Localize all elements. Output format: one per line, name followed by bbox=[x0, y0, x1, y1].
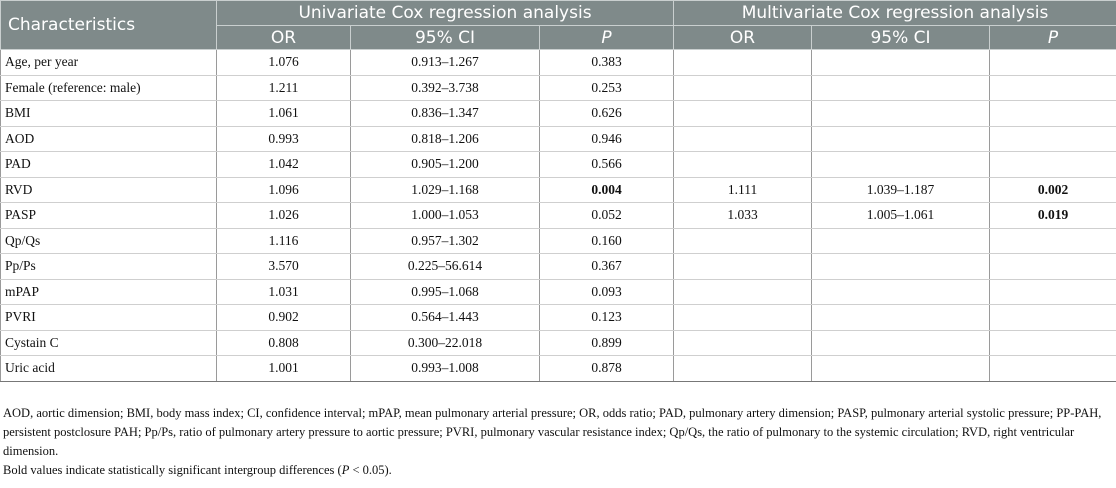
bold-values-note bbox=[3, 461, 1113, 480]
univariate-or-cell: 1.042 bbox=[217, 152, 351, 178]
row-characteristic-cell: Qp/Qs bbox=[1, 228, 217, 254]
table-row bbox=[1, 203, 1116, 229]
table-body bbox=[1, 50, 1116, 382]
multivariate-p-cell bbox=[990, 254, 1116, 280]
multivariate-ci-cell bbox=[812, 101, 990, 127]
multivariate-p-cell bbox=[990, 152, 1116, 178]
header-univariate-or: OR bbox=[217, 26, 351, 50]
univariate-or-cell: 1.211 bbox=[217, 75, 351, 101]
row-characteristic-cell: Female (reference: male) bbox=[1, 75, 217, 101]
header-multivariate-ci: 95% CI bbox=[812, 26, 990, 50]
univariate-or-cell: 1.096 bbox=[217, 177, 351, 203]
univariate-ci-cell: 0.564–1.443 bbox=[351, 305, 540, 331]
table-row bbox=[1, 279, 1116, 305]
multivariate-p-cell bbox=[990, 101, 1116, 127]
multivariate-or-cell bbox=[674, 126, 812, 152]
header-multivariate-p-label: P bbox=[1047, 27, 1059, 48]
univariate-p-cell: 0.878 bbox=[540, 356, 674, 382]
multivariate-ci-cell bbox=[812, 305, 990, 331]
univariate-ci-cell: 0.300–22.018 bbox=[351, 330, 540, 356]
table-row bbox=[1, 101, 1116, 127]
header-univariate: Univariate Cox regression analysis bbox=[217, 1, 674, 26]
bold-note-p: P bbox=[341, 463, 350, 477]
univariate-p-cell: 0.253 bbox=[540, 75, 674, 101]
univariate-p-cell: 0.004 bbox=[540, 177, 674, 203]
univariate-p-cell: 0.123 bbox=[540, 305, 674, 331]
multivariate-ci-cell bbox=[812, 254, 990, 280]
univariate-or-cell: 0.808 bbox=[217, 330, 351, 356]
multivariate-ci-cell bbox=[812, 228, 990, 254]
univariate-p-cell: 0.899 bbox=[540, 330, 674, 356]
multivariate-p-cell bbox=[990, 356, 1116, 382]
univariate-ci-cell: 1.029–1.168 bbox=[351, 177, 540, 203]
table-row bbox=[1, 330, 1116, 356]
univariate-ci-cell: 0.818–1.206 bbox=[351, 126, 540, 152]
table-header bbox=[1, 1, 1116, 50]
multivariate-p-cell bbox=[990, 50, 1116, 76]
multivariate-ci-cell bbox=[812, 126, 990, 152]
table-footnotes bbox=[3, 404, 1113, 480]
multivariate-or-cell bbox=[674, 330, 812, 356]
univariate-p-cell: 0.946 bbox=[540, 126, 674, 152]
multivariate-p-cell: 0.002 bbox=[990, 177, 1116, 203]
univariate-or-cell: 1.031 bbox=[217, 279, 351, 305]
univariate-p-cell: 0.052 bbox=[540, 203, 674, 229]
univariate-or-cell: 0.902 bbox=[217, 305, 351, 331]
multivariate-ci-cell: 1.039–1.187 bbox=[812, 177, 990, 203]
header-characteristics: Characteristics bbox=[1, 1, 217, 50]
univariate-or-cell: 1.026 bbox=[217, 203, 351, 229]
multivariate-or-cell bbox=[674, 254, 812, 280]
univariate-p-cell: 0.383 bbox=[540, 50, 674, 76]
univariate-or-cell: 1.116 bbox=[217, 228, 351, 254]
multivariate-p-cell bbox=[990, 279, 1116, 305]
table-row bbox=[1, 75, 1116, 101]
multivariate-or-cell: 1.033 bbox=[674, 203, 812, 229]
multivariate-p-cell bbox=[990, 75, 1116, 101]
multivariate-p-cell bbox=[990, 126, 1116, 152]
univariate-or-cell: 3.570 bbox=[217, 254, 351, 280]
row-characteristic-cell: BMI bbox=[1, 101, 217, 127]
header-univariate-ci: 95% CI bbox=[351, 26, 540, 50]
multivariate-or-cell bbox=[674, 279, 812, 305]
univariate-p-cell: 0.160 bbox=[540, 228, 674, 254]
header-multivariate-or: OR bbox=[674, 26, 812, 50]
univariate-ci-cell: 0.993–1.008 bbox=[351, 356, 540, 382]
table-row bbox=[1, 228, 1116, 254]
multivariate-p-cell: 0.019 bbox=[990, 203, 1116, 229]
univariate-or-cell: 1.001 bbox=[217, 356, 351, 382]
row-characteristic-cell: PASP bbox=[1, 203, 217, 229]
header-multivariate: Multivariate Cox regression analysis bbox=[674, 1, 1116, 26]
row-characteristic-cell: mPAP bbox=[1, 279, 217, 305]
multivariate-ci-cell: 1.005–1.061 bbox=[812, 203, 990, 229]
table-row bbox=[1, 305, 1116, 331]
row-characteristic-cell: RVD bbox=[1, 177, 217, 203]
univariate-ci-cell: 0.392–3.738 bbox=[351, 75, 540, 101]
multivariate-ci-cell bbox=[812, 279, 990, 305]
univariate-ci-cell: 0.836–1.347 bbox=[351, 101, 540, 127]
univariate-p-cell: 0.367 bbox=[540, 254, 674, 280]
row-characteristic-cell: Age, per year bbox=[1, 50, 217, 76]
multivariate-p-cell bbox=[990, 330, 1116, 356]
table-row bbox=[1, 126, 1116, 152]
bold-note-suffix: < 0.05). bbox=[349, 463, 392, 477]
multivariate-p-cell bbox=[990, 305, 1116, 331]
bold-note-prefix: Bold values indicate statistically significant intergroup differences ( bbox=[3, 463, 342, 477]
table-row bbox=[1, 152, 1116, 178]
univariate-ci-cell: 0.913–1.267 bbox=[351, 50, 540, 76]
univariate-p-cell: 0.626 bbox=[540, 101, 674, 127]
univariate-ci-cell: 1.000–1.053 bbox=[351, 203, 540, 229]
multivariate-ci-cell bbox=[812, 75, 990, 101]
univariate-ci-cell: 0.995–1.068 bbox=[351, 279, 540, 305]
abbreviations-note: AOD, aortic dimension; BMI, body mass index; CI, confidence interval; mPAP, mean pulmonary arterial pressure; OR, odds ratio; PAD, pulmonary artery dimension; PASP, pulmonary arterial systolic pressure; PP-PAH, persistent postclosure PAH; Pp/Ps, ratio of pulmonary artery pressure to aortic pressure; PVRI, pulmonary vascular resistance index; Qp/Qs, the ratio of pulmonary to the systemic circulation; RVD, right ventricular dimension. bbox=[3, 406, 1102, 458]
multivariate-ci-cell bbox=[812, 50, 990, 76]
header-univariate-p-label: P bbox=[601, 27, 612, 48]
multivariate-p-cell bbox=[990, 228, 1116, 254]
multivariate-or-cell bbox=[674, 75, 812, 101]
univariate-or-cell: 1.061 bbox=[217, 101, 351, 127]
table-row bbox=[1, 50, 1116, 76]
multivariate-ci-cell bbox=[812, 152, 990, 178]
row-characteristic-cell: PAD bbox=[1, 152, 217, 178]
multivariate-ci-cell bbox=[812, 356, 990, 382]
multivariate-or-cell bbox=[674, 228, 812, 254]
row-characteristic-cell: Pp/Ps bbox=[1, 254, 217, 280]
univariate-ci-cell: 0.225–56.614 bbox=[351, 254, 540, 280]
univariate-ci-cell: 0.957–1.302 bbox=[351, 228, 540, 254]
row-characteristic-cell: Uric acid bbox=[1, 356, 217, 382]
multivariate-ci-cell bbox=[812, 330, 990, 356]
univariate-p-cell: 0.566 bbox=[540, 152, 674, 178]
row-characteristic-cell: Cystain C bbox=[1, 330, 217, 356]
multivariate-or-cell bbox=[674, 50, 812, 76]
multivariate-or-cell bbox=[674, 356, 812, 382]
row-characteristic-cell: PVRI bbox=[1, 305, 217, 331]
table-row bbox=[1, 254, 1116, 280]
multivariate-or-cell: 1.111 bbox=[674, 177, 812, 203]
univariate-or-cell: 0.993 bbox=[217, 126, 351, 152]
header-univariate-p bbox=[540, 26, 674, 50]
univariate-ci-cell: 0.905–1.200 bbox=[351, 152, 540, 178]
table-row bbox=[1, 356, 1116, 382]
univariate-or-cell: 1.076 bbox=[217, 50, 351, 76]
multivariate-or-cell bbox=[674, 305, 812, 331]
table-row bbox=[1, 177, 1116, 203]
header-multivariate-p bbox=[990, 26, 1116, 50]
multivariate-or-cell bbox=[674, 101, 812, 127]
multivariate-or-cell bbox=[674, 152, 812, 178]
univariate-p-cell: 0.093 bbox=[540, 279, 674, 305]
row-characteristic-cell: AOD bbox=[1, 126, 217, 152]
